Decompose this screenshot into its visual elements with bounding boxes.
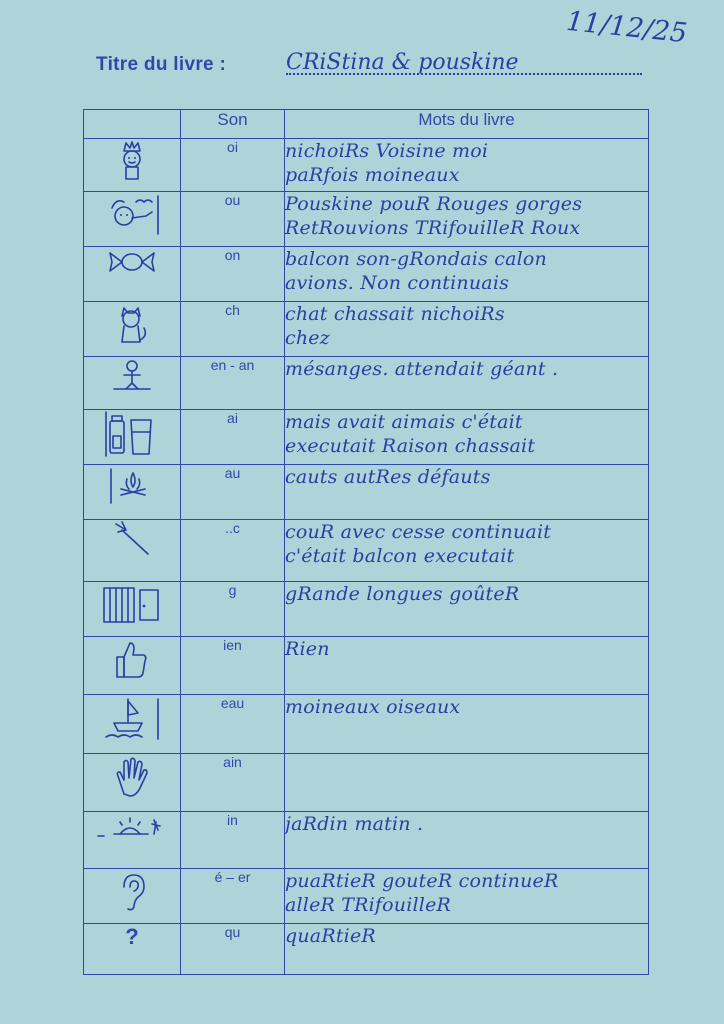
- word-line: chat chassait nichoiRs: [285, 303, 505, 326]
- table-row: [84, 869, 649, 924]
- words-cell: [285, 464, 649, 520]
- word-line: c'était balcon executait: [285, 545, 515, 568]
- words-cell: [285, 520, 649, 582]
- words-cell: [285, 869, 649, 924]
- header-mots: Mots du livre: [285, 110, 649, 139]
- campfire-icon: [84, 464, 181, 520]
- table-row: [84, 139, 649, 192]
- sound-cell: au: [181, 464, 285, 520]
- table-row: [84, 246, 649, 302]
- handwritten-date: 11/12/25: [564, 5, 689, 50]
- sound-cell: en - an: [181, 357, 285, 410]
- question-mark-icon: ?: [84, 924, 181, 975]
- table-row: [84, 582, 649, 637]
- table-header-row: [84, 110, 649, 139]
- gate-icon: [84, 582, 181, 637]
- words-cell: [285, 302, 649, 357]
- word-line: balcon son-gRondais calon: [285, 247, 547, 270]
- word-line: nichoiRs Voisine moi: [285, 140, 489, 162]
- sound-cell: ain: [181, 753, 285, 811]
- sound-cell: in: [181, 811, 285, 869]
- king-icon: [84, 139, 181, 192]
- word-line: paRfois moineaux: [285, 164, 460, 186]
- sound-cell: ai: [181, 409, 285, 464]
- word-line: mais avait aimais c'était: [285, 410, 523, 433]
- word-line: Pouskine pouR Rouges gorges: [285, 192, 583, 215]
- table-row: [84, 464, 649, 520]
- child-on-bar-icon: [84, 357, 181, 410]
- sound-cell: oi: [181, 139, 285, 192]
- word-line: quaRtieR: [285, 925, 376, 948]
- table-row: [84, 409, 649, 464]
- word-line: couR avec cesse continuait: [285, 521, 552, 544]
- words-cell: [285, 582, 649, 637]
- book-title-label: Titre du livre :: [96, 54, 227, 75]
- words-cell: [285, 409, 649, 464]
- sound-cell: ch: [181, 302, 285, 357]
- word-line: gRande longues goûteR: [285, 583, 520, 606]
- word-line: RetRouvions TRifouilleR Roux: [285, 216, 581, 239]
- table-row: [84, 302, 649, 357]
- sound-cell: g: [181, 582, 285, 637]
- words-cell: [285, 637, 649, 695]
- word-line: executait Raison chassait: [285, 434, 536, 457]
- header-image: [84, 110, 181, 139]
- word-line: avions. Non continuais: [285, 271, 510, 294]
- thumbs-up-icon: [84, 637, 181, 695]
- sound-cell: ien: [181, 637, 285, 695]
- word-line: chez: [285, 327, 330, 350]
- sound-words-table: [83, 109, 649, 975]
- jar-and-glass-icon: [84, 409, 181, 464]
- table-row: [84, 520, 649, 582]
- word-line: jaRdin matin .: [285, 812, 424, 835]
- broom-icon: [84, 520, 181, 582]
- table-row: [84, 753, 649, 811]
- title-dotted-line: [286, 73, 642, 75]
- cat-icon: [84, 302, 181, 357]
- table-row: [84, 811, 649, 869]
- boat-icon: [84, 694, 181, 753]
- table-row: [84, 191, 649, 246]
- word-line: mésanges. attendait géant .: [285, 358, 559, 381]
- table-row: [84, 924, 649, 975]
- word-line: cauts autRes défauts: [285, 465, 491, 488]
- hand-icon: [84, 753, 181, 811]
- cartoon-face-icon: [84, 191, 181, 246]
- ear-icon: [84, 869, 181, 924]
- words-cell: [285, 357, 649, 410]
- book-title-value: CRiStina & pouskine: [286, 50, 519, 75]
- words-cell: [285, 191, 649, 246]
- sound-cell: ..c: [181, 520, 285, 582]
- word-line: puaRtieR gouteR continueR: [285, 870, 559, 893]
- book-title-row: [96, 54, 226, 76]
- word-line: Rien: [285, 638, 330, 661]
- words-cell: [285, 811, 649, 869]
- table-row: [84, 694, 649, 753]
- table-row: [84, 637, 649, 695]
- sound-cell: é – er: [181, 869, 285, 924]
- sunrise-icon: [84, 811, 181, 869]
- word-line: moineaux oiseaux: [285, 695, 461, 718]
- sound-cell: on: [181, 246, 285, 302]
- words-cell: [285, 246, 649, 302]
- sound-cell: eau: [181, 694, 285, 753]
- sound-cell: ou: [181, 191, 285, 246]
- sound-cell: qu: [181, 924, 285, 975]
- words-cell: [285, 753, 649, 811]
- word-line: alleR TRifouilleR: [285, 894, 452, 917]
- words-cell: [285, 139, 649, 192]
- header-son: Son: [181, 110, 285, 139]
- table-row: [84, 357, 649, 410]
- candy-icon: [84, 246, 181, 302]
- words-cell: [285, 924, 649, 975]
- words-cell: [285, 694, 649, 753]
